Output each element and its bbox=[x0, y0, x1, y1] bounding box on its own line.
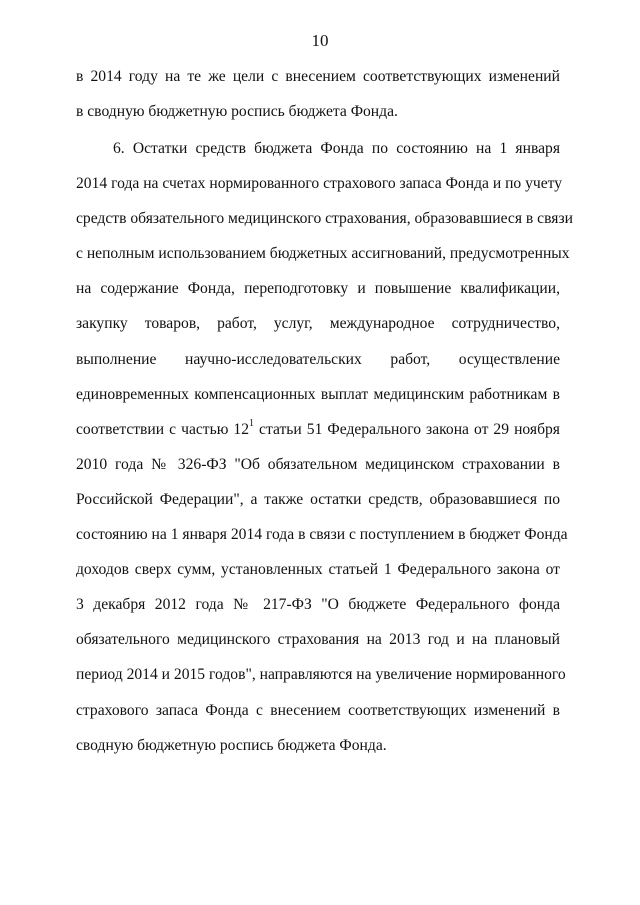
paragraph-line: 3 декабря 2012 года № 217-ФЗ "О бюджете Федерального фонда bbox=[76, 596, 560, 614]
page-number: 10 bbox=[311, 31, 329, 50]
paragraph-line: в 2014 году на те же цели с внесением соответствующих изменений bbox=[76, 68, 560, 85]
paragraph-line: закупку товаров, работ, услуг, международное сотрудничество, bbox=[76, 315, 560, 333]
paragraph-line: период 2014 и 2015 годов", направляются на увеличение нормированного bbox=[76, 666, 566, 684]
paragraph-line: 6. Остатки средств бюджета Фонда по состоянию на 1 января bbox=[113, 140, 560, 157]
paragraph-line: выполнение научно-исследовательских работ, осуществление bbox=[76, 350, 560, 368]
paragraph-line: Российской Федерации", а также остатки средств, образовавшиеся по bbox=[76, 490, 560, 508]
paragraph-line: с неполным использованием бюджетных ассигнований, предусмотренных bbox=[76, 245, 570, 263]
paragraph-line: единовременных компенсационных выплат медицинским работникам в bbox=[76, 385, 560, 403]
paragraph-line: 2014 года на счетах нормированного страхового запаса Фонда и по учету bbox=[76, 175, 563, 193]
paragraph-line: 2010 года № 326-ФЗ "Об обязательном медицинском страховании в bbox=[76, 455, 560, 473]
paragraph-item-6 bbox=[76, 131, 573, 763]
footnote-mark: 1 bbox=[249, 417, 254, 429]
line-text: статьи 51 Федерального закона от 29 ноября bbox=[254, 420, 560, 438]
paragraph-continuation bbox=[76, 59, 560, 129]
paragraph-line: в сводную бюджетную роспись бюджета Фонда. bbox=[76, 103, 398, 121]
paragraph-line: страхового запаса Фонда с внесением соответствующих изменений в bbox=[76, 701, 560, 719]
line-text: соответствии с частью 12 bbox=[76, 420, 249, 438]
paragraph-line: состоянию на 1 января 2014 года в связи с поступлением в бюджет Фонда bbox=[76, 526, 568, 544]
paragraph-line-with-footnote bbox=[76, 412, 560, 447]
paragraph-line: обязательного медицинского страхования на 2013 год и на плановый bbox=[76, 631, 560, 649]
paragraph-line: доходов сверх сумм, установленных статьей 1 Федерального закона от bbox=[76, 561, 560, 579]
paragraph-line: сводную бюджетную роспись бюджета Фонда. bbox=[76, 736, 387, 754]
paragraph-line: на содержание Фонда, переподготовку и повышение квалификации, bbox=[76, 280, 560, 298]
paragraph-line: средств обязательного медицинского страхования, образовавшиеся в связи bbox=[76, 210, 573, 228]
